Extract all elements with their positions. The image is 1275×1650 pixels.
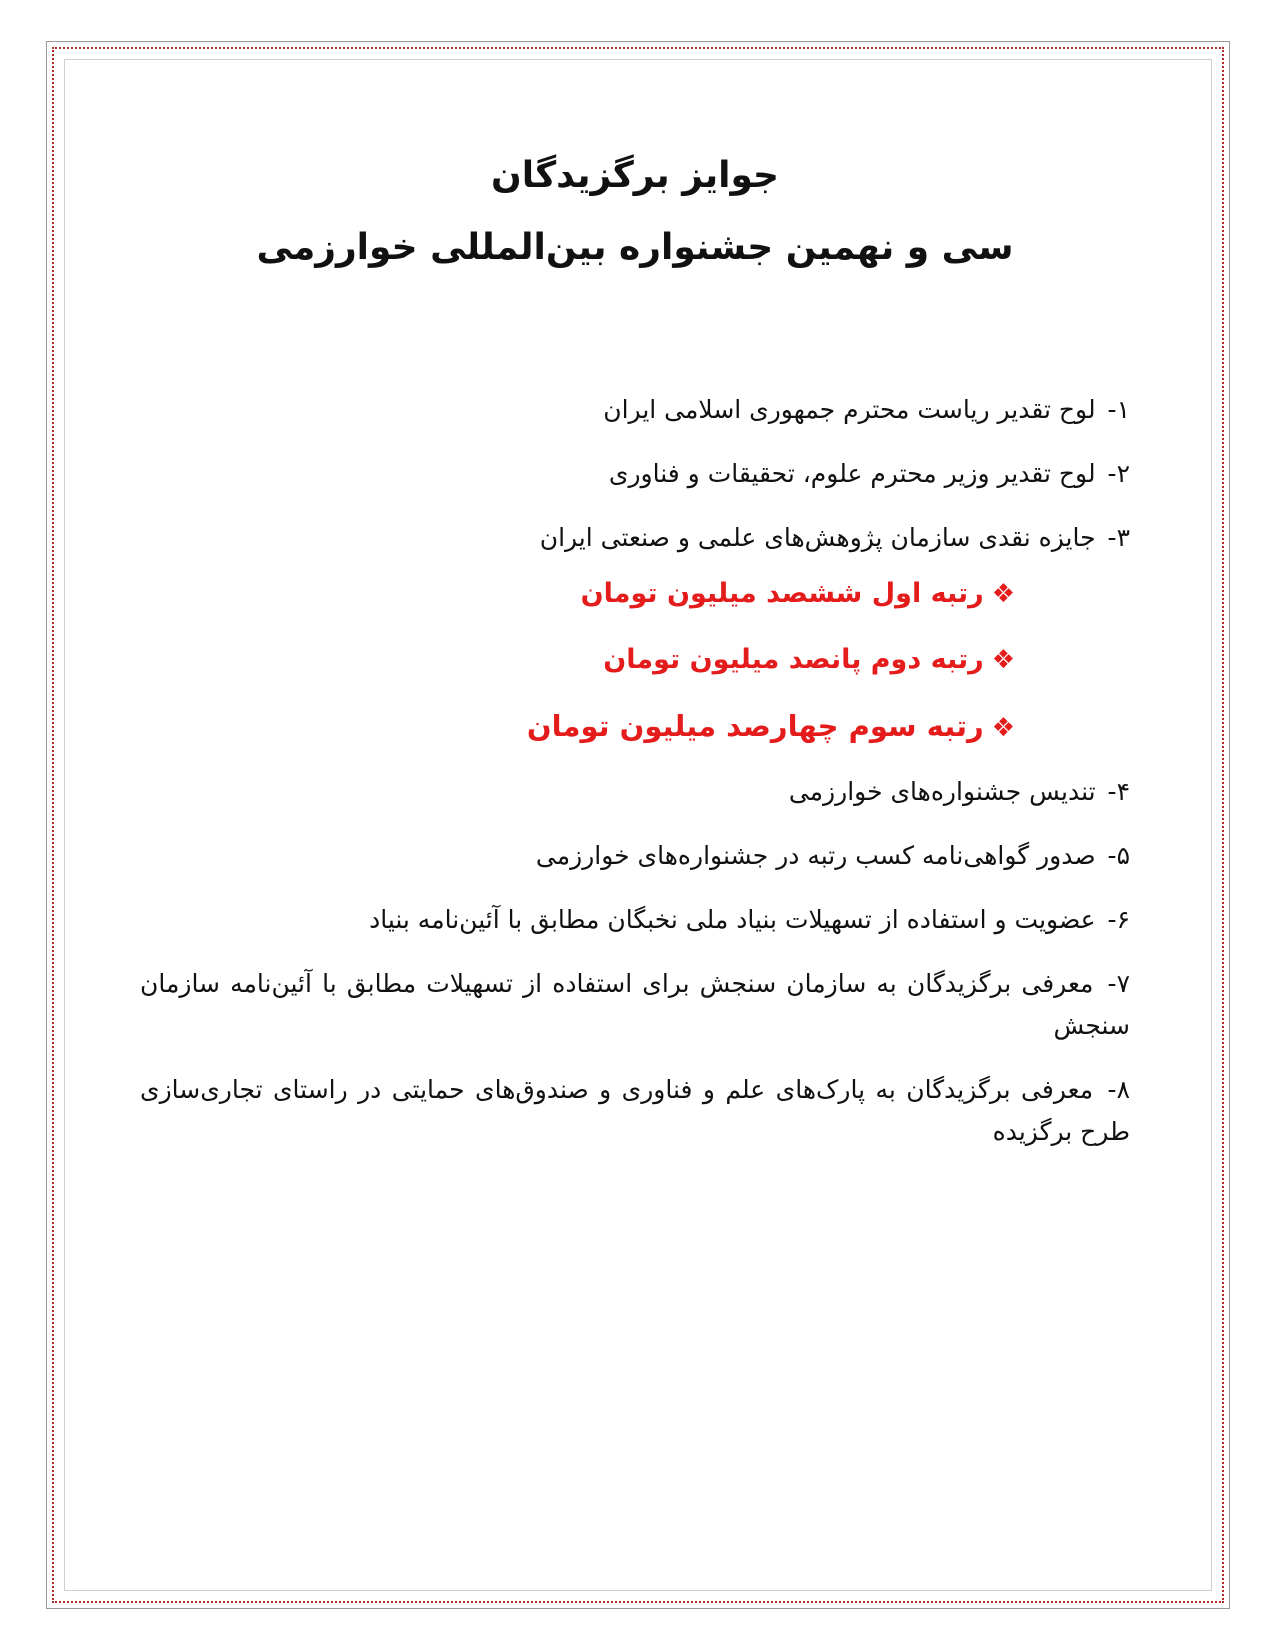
list-item-2 bbox=[140, 453, 1130, 495]
diamond-bullet-icon: ❖ bbox=[991, 645, 1015, 675]
item-number: ۶- bbox=[1107, 905, 1130, 934]
item-text: معرفی برگزیدگان به سازمان سنجش برای استفاده از تسهیلات مطابق با آئین‌نامه سازمان سنجش bbox=[140, 969, 1130, 1040]
prize-list bbox=[140, 389, 1130, 559]
document-content bbox=[140, 140, 1130, 1175]
item-text: صدور گواهی‌نامه کسب رتبه در جشنواره‌های خوارزمی bbox=[535, 841, 1096, 870]
list-item-3 bbox=[140, 517, 1130, 559]
rank-text: رتبه سوم چهارصد میلیون تومان bbox=[526, 709, 984, 743]
list-item-7 bbox=[140, 963, 1130, 1047]
item-number: ۳- bbox=[1107, 523, 1130, 552]
item-text: عضویت و استفاده از تسهیلات بنیاد ملی نخبگان مطابق با آئین‌نامه بنیاد bbox=[369, 905, 1096, 934]
rank-text: رتبه دوم پانصد میلیون تومان bbox=[603, 644, 984, 675]
item-text: تندیس جشنواره‌های خوارزمی bbox=[788, 777, 1096, 806]
list-item-1 bbox=[140, 389, 1130, 431]
item-text: لوح تقدیر وزیر محترم علوم، تحقیقات و فناوری bbox=[608, 459, 1096, 488]
rank-item-second bbox=[140, 637, 1015, 683]
diamond-bullet-icon: ❖ bbox=[991, 579, 1015, 609]
item-number: ۲- bbox=[1107, 459, 1130, 488]
item-number: ۵- bbox=[1107, 841, 1130, 870]
rank-item-third bbox=[140, 703, 1015, 751]
list-item-4 bbox=[140, 771, 1130, 813]
list-item-6 bbox=[140, 899, 1130, 941]
rank-item-first bbox=[140, 571, 1015, 617]
item-text: لوح تقدیر ریاست محترم جمهوری اسلامی ایران bbox=[603, 395, 1096, 424]
rank-text: رتبه اول ششصد میلیون تومان bbox=[580, 578, 984, 609]
item-number: ۷- bbox=[1107, 969, 1131, 998]
page-title bbox=[140, 140, 1130, 284]
item-text: جایزه نقدی سازمان پژوهش‌های علمی و صنعتی ایران bbox=[539, 523, 1096, 552]
title-line-1: جوایز برگزیدگان bbox=[490, 155, 780, 196]
prize-list-continued bbox=[140, 771, 1130, 1153]
list-item-8 bbox=[140, 1069, 1130, 1153]
item-number: ۸- bbox=[1107, 1075, 1130, 1104]
item-text: معرفی برگزیدگان به پارک‌های علم و فناوری و صندوق‌های حمایتی در راستای تجاری‌سازی طرح برگزیده bbox=[140, 1075, 1130, 1146]
title-line-2: سی و نهمین جشنواره بین‌المللی خوارزمی bbox=[256, 227, 1014, 268]
diamond-bullet-icon: ❖ bbox=[991, 713, 1015, 743]
cash-prize-ranks bbox=[140, 571, 1130, 751]
list-item-5 bbox=[140, 835, 1130, 877]
item-number: ۴- bbox=[1107, 777, 1130, 806]
item-number: ۱- bbox=[1107, 395, 1130, 424]
